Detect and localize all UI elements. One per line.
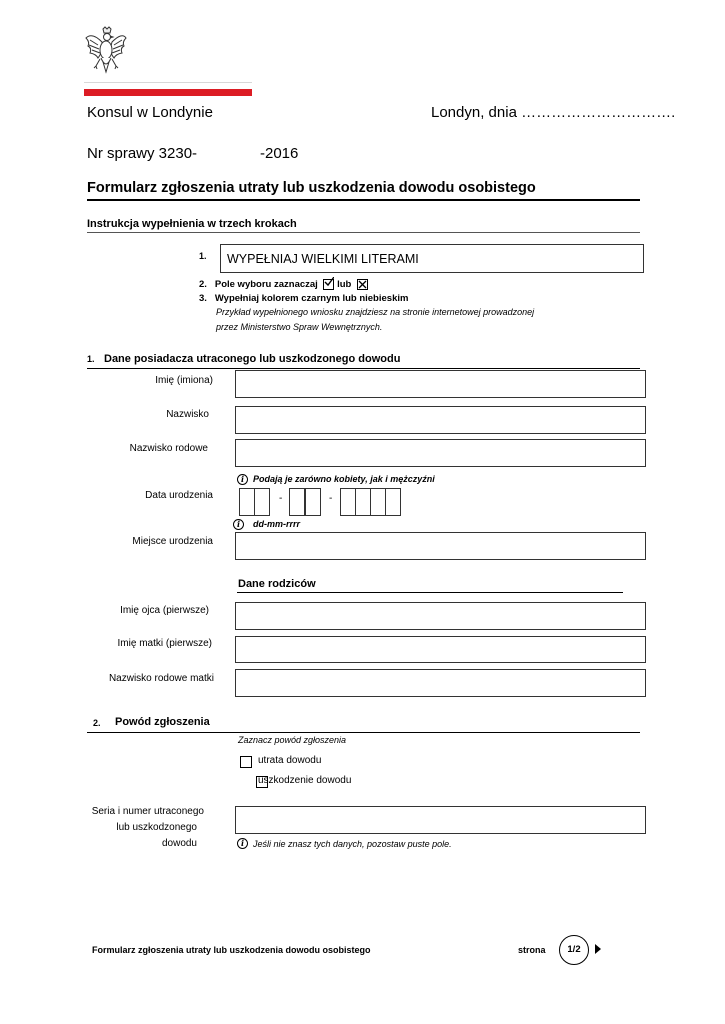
page-number-badge: 1/2 <box>559 935 589 965</box>
id-number-label-line-2: lub uszkodzonego <box>116 822 197 833</box>
reason-lost-label: utrata dowodu <box>258 755 322 766</box>
id-number-input[interactable] <box>235 806 646 834</box>
birth-year-digit-2[interactable] <box>355 488 371 516</box>
birth-place-label: Miejsce urodzenia <box>132 536 213 547</box>
info-icon: i <box>237 838 248 849</box>
step2-text: Pole wyboru zaznaczaj <box>214 279 318 291</box>
crossed-checkbox-icon <box>357 279 368 290</box>
birth-day-digit-1[interactable] <box>239 488 255 516</box>
mother-name-label: Imię matki (pierwsze) <box>117 638 212 649</box>
example-line-2: przez Ministerstwo Spraw Wewnętrznych. <box>216 322 383 332</box>
step2-row <box>199 279 368 290</box>
mother-name-input[interactable] <box>235 636 646 663</box>
section1-title: Dane posiadacza utraconego lub uszkodzonego dowodu <box>104 353 401 365</box>
mother-family-name-input[interactable] <box>235 669 646 697</box>
birth-day-digit-2[interactable] <box>254 488 270 516</box>
id-number-label-line-3: dowodu <box>161 838 197 849</box>
section2-title: Powód zgłoszenia <box>115 716 210 728</box>
example-line-1: Przykład wypełnionego wniosku znajdziesz na stronie internetowej prowadzonej <box>216 307 535 317</box>
parents-rule <box>237 592 623 593</box>
info-icon: i <box>237 474 248 485</box>
step3-number: 3. <box>199 293 207 304</box>
reason-lost-checkbox[interactable] <box>240 756 252 768</box>
date-separator: - <box>279 493 283 504</box>
surname-label: Nazwisko <box>166 409 209 420</box>
date-separator: - <box>329 493 333 504</box>
birth-month-digit-2[interactable] <box>305 488 321 516</box>
birth-year-digit-4[interactable] <box>385 488 401 516</box>
place-date: Londyn, dnia …………………………. <box>431 104 676 121</box>
father-name-label: Imię ojca (pierwsze) <box>120 605 209 616</box>
consul-heading: Konsul w Londynie <box>87 104 213 121</box>
instructions-heading: Instrukcja wypełnienia w trzech krokach <box>87 218 297 230</box>
flag-white-stripe <box>84 82 252 83</box>
page-label: strona <box>518 945 546 955</box>
step2-number: 2. <box>199 279 207 291</box>
date-format-hint: dd-mm-rrrr <box>253 519 301 529</box>
father-name-input[interactable] <box>235 602 646 630</box>
footer-title: Formularz zgłoszenia utraty lub uszkodzenia dowodu osobistego <box>92 945 371 955</box>
reason-hint: Zaznacz powód zgłoszenia <box>238 735 347 745</box>
family-name-input[interactable] <box>235 439 646 467</box>
title-rule <box>87 199 640 201</box>
family-name-hint: Podają je zarówno kobiety, jak i mężczyźni <box>253 474 435 484</box>
checked-checkbox-icon <box>323 279 334 290</box>
section2-number: 2. <box>93 718 101 728</box>
flag-red-stripe <box>84 89 252 96</box>
case-number-suffix: -2016 <box>260 145 299 162</box>
birth-year-digit-3[interactable] <box>370 488 386 516</box>
mother-family-name-label: Nazwisko rodowe matki <box>108 673 214 684</box>
birth-date-label: Data urodzenia <box>145 490 213 501</box>
id-number-hint: Jeśli nie znasz tych danych, pozostaw puste pole. <box>253 839 452 849</box>
first-name-input[interactable] <box>235 370 646 398</box>
first-name-label: Imię (imiona) <box>155 375 213 386</box>
birth-month-digit-1[interactable] <box>289 488 305 516</box>
next-page-arrow-icon[interactable] <box>595 944 601 954</box>
birth-year-digit-1[interactable] <box>340 488 356 516</box>
surname-input[interactable] <box>235 406 646 434</box>
step3-text: Wypełniaj kolorem czarnym lub niebieskim <box>214 293 409 304</box>
step1-number: 1. <box>199 251 207 261</box>
section2-rule <box>87 732 640 733</box>
parents-heading: Dane rodziców <box>238 578 316 590</box>
family-name-label: Nazwisko rodowe <box>129 443 208 454</box>
step3-row <box>199 293 408 304</box>
instructions-rule <box>87 232 640 233</box>
reason-damaged-label: uszkodzenie dowodu <box>258 775 352 786</box>
step1-box <box>220 244 644 273</box>
case-number-prefix: Nr sprawy 3230- <box>87 145 198 162</box>
id-number-label-line-1: Seria i numer utraconego <box>91 806 204 817</box>
step1-text: WYPEŁNIAJ WIELKIMI LITERAMI <box>227 252 419 266</box>
step2-or: lub <box>337 279 352 291</box>
info-icon: i <box>233 519 244 530</box>
section1-rule <box>87 368 640 369</box>
polish-eagle-emblem <box>84 26 128 74</box>
birth-place-input[interactable] <box>235 532 646 560</box>
section1-number: 1. <box>87 354 95 364</box>
form-title: Formularz zgłoszenia utraty lub uszkodzenia dowodu osobistego <box>87 180 536 196</box>
